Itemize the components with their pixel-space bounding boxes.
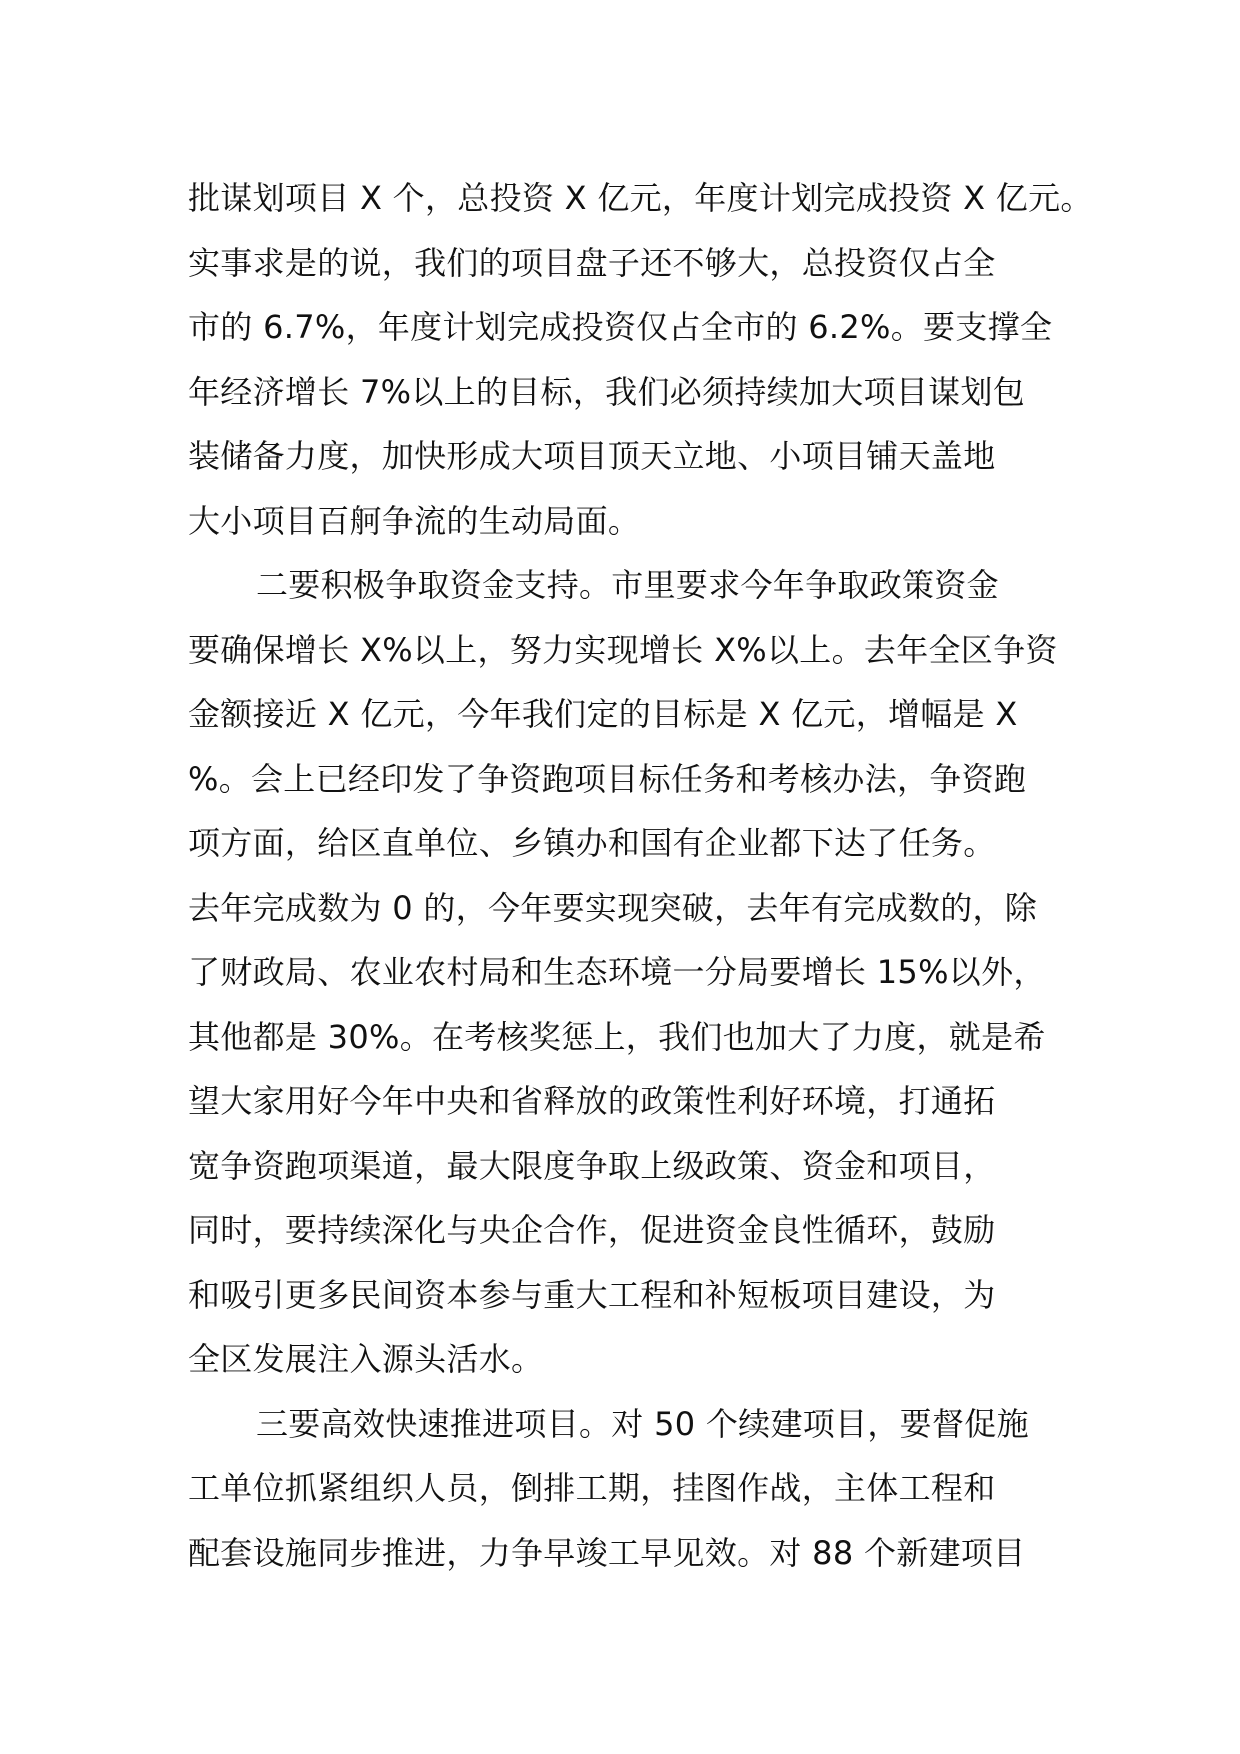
text-line: 项方面，给区直单位、乡镇办和国有企业都下达了任务。: [188, 824, 996, 862]
text-line: 同时，要持续深化与央企合作，促进资金良性循环，鼓励: [188, 1211, 996, 1249]
text-line: 要确保增长 X%以上，努力实现增长 X%以上。去年全区争资: [188, 630, 1058, 669]
paragraph-start-line: 三要高效快速推进项目。对 50 个续建项目，要督促施: [256, 1404, 1029, 1443]
text-line: 金额接近 X 亿元，今年我们定的目标是 X 亿元，增幅是 X: [188, 695, 1018, 733]
text-line: 年经济增长 7%以上的目标，我们必须持续加大项目谋划包: [188, 372, 1026, 411]
text-line: 宽争资跑项渠道，最大限度争取上级政策、资金和项目，: [188, 1146, 996, 1185]
text-line: 工单位抓紧组织人员，倒排工期，挂图作战，主体工程和: [188, 1469, 996, 1507]
text-line: 装储备力度，加快形成大项目顶天立地、小项目铺天盖地: [188, 437, 996, 475]
text-line: 配套设施同步推进，力争早竣工早见效。对 88 个新建项目: [188, 1533, 1026, 1572]
text-line: 其他都是 30%。在考核奖惩上，我们也加大了力度，就是希: [188, 1017, 1046, 1056]
text-line: 和吸引更多民间资本参与重大工程和补短板项目建设，为: [188, 1275, 996, 1314]
paragraph-start-line: 二要积极争取资金支持。市里要求今年争取政策资金: [256, 566, 999, 604]
text-line: 大小项目百舸争流的生动局面。: [188, 501, 641, 540]
text-line: 望大家用好今年中央和省释放的政策性利好环境，打通拓: [188, 1082, 996, 1120]
text-line: 批谋划项目 X 个，总投资 X 亿元，年度计划完成投资 X 亿元。: [188, 179, 1093, 217]
text-line: 实事求是的说，我们的项目盘子还不够大，总投资仅占全: [188, 243, 996, 282]
text-line: 市的 6.7%，年度计划完成投资仅占全市的 6.2%。要支撑全: [188, 308, 1053, 346]
document-body: [188, 166, 1093, 1585]
text-line: 了财政局、农业农村局和生态环境一分局要增长 15%以外，: [188, 953, 1046, 991]
text-line: 去年完成数为 0 的，今年要实现突破，去年有完成数的，除: [188, 888, 1038, 927]
text-line: 全区发展注入源头活水。: [188, 1340, 544, 1378]
text-line: %。会上已经印发了争资跑项目标任务和考核办法，争资跑: [188, 759, 1027, 798]
